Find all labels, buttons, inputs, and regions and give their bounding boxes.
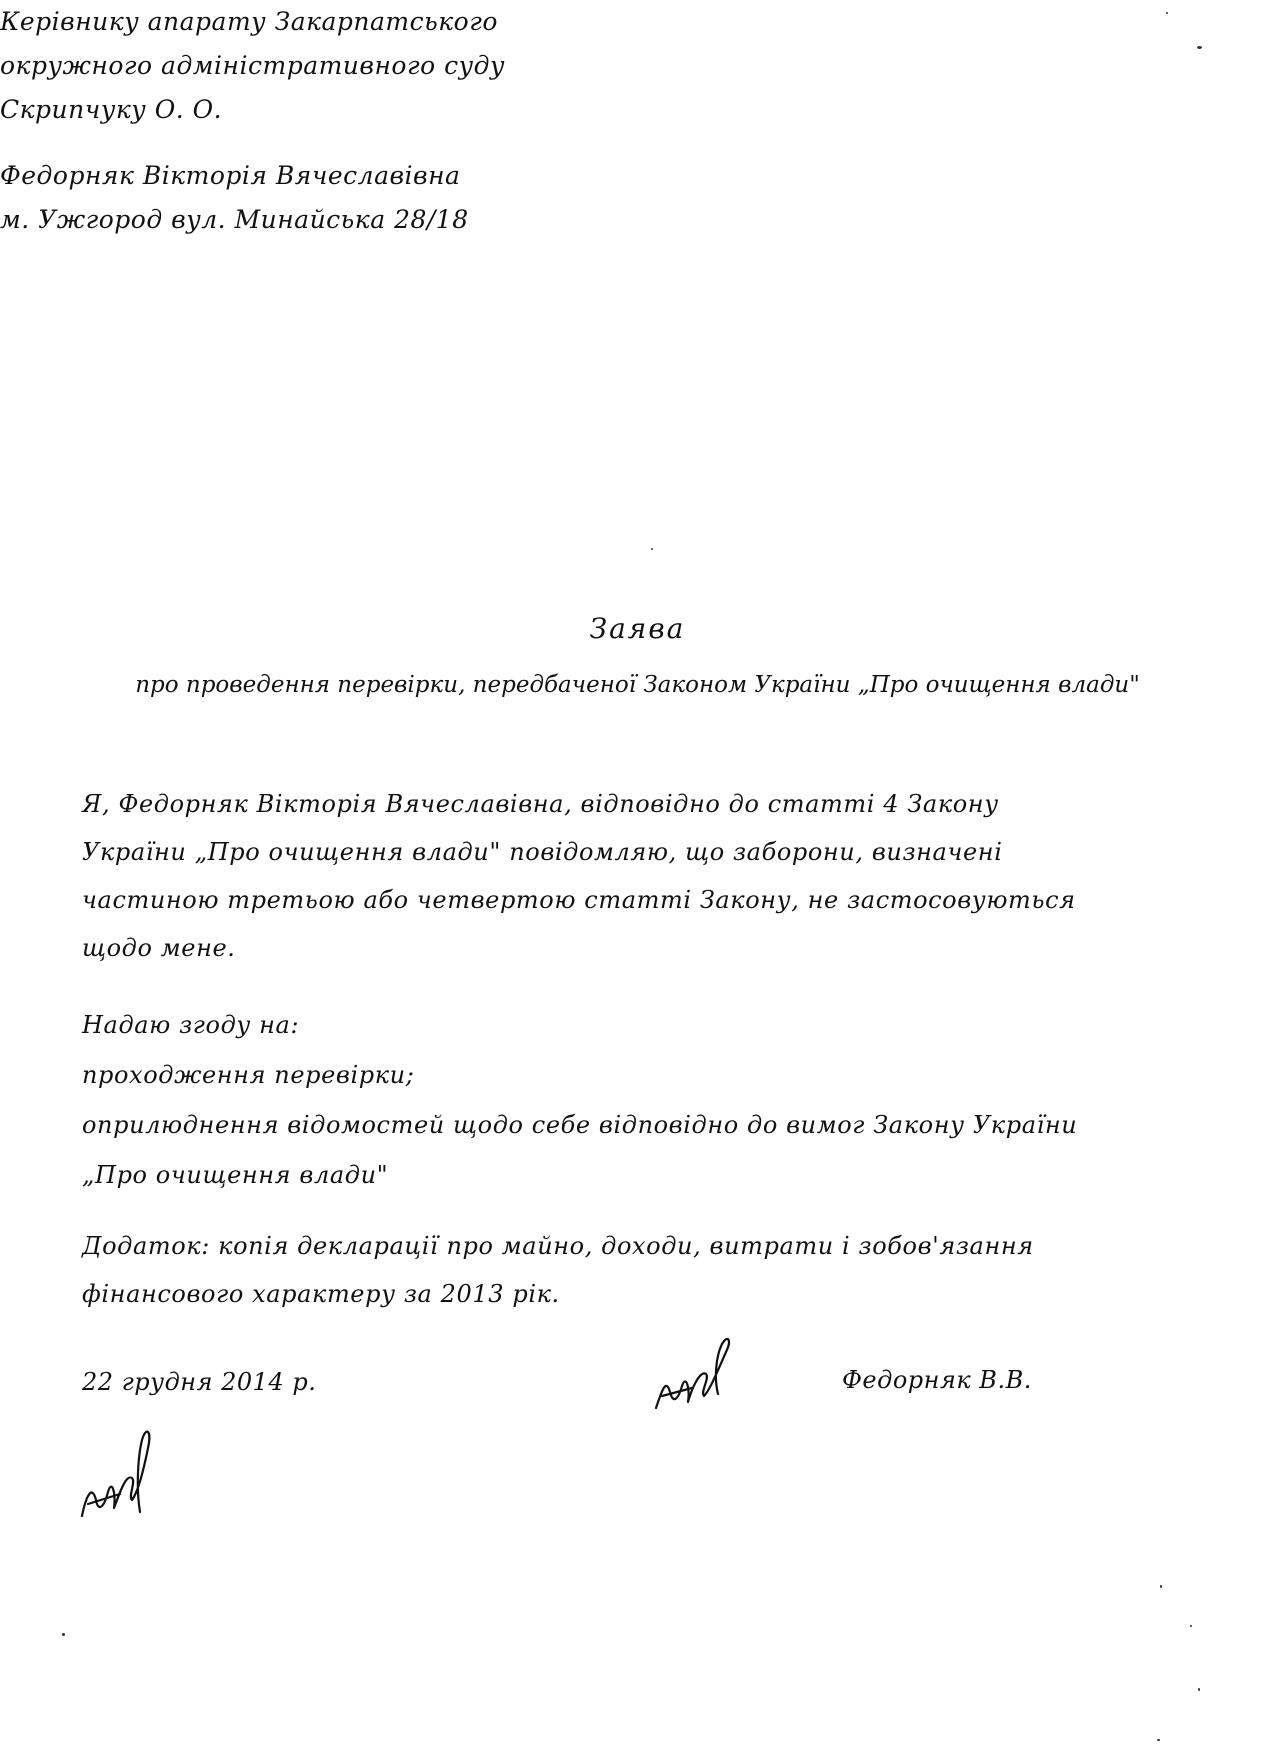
handwritten-signature-margin xyxy=(74,1408,160,1528)
signature-date: 22 грудня 2014 р. xyxy=(82,1368,317,1396)
scan-speck xyxy=(1160,1585,1162,1588)
consent-item: оприлюднення відомостей щодо себе відповідно до вимог Закону України xyxy=(82,1111,1078,1139)
consent-heading: Надаю згоду на: xyxy=(82,1011,300,1039)
statement-line: України „Про очищення влади" повідомляю, що заборони, визначені xyxy=(82,838,1003,866)
scan-speck xyxy=(1198,1688,1200,1691)
signer-name: Федорняк В.В. xyxy=(842,1366,1032,1394)
statement-line: щодо мене. xyxy=(82,934,236,962)
scan-speck xyxy=(651,548,653,550)
consent-item: „Про очищення влади" xyxy=(82,1161,389,1189)
attachment-block xyxy=(82,1222,1232,1318)
scan-speck xyxy=(1190,1625,1192,1627)
addressee-block xyxy=(0,0,560,242)
handwritten-signature xyxy=(648,1330,740,1420)
statement-line: Я, Федорняк Вікторія Вячеславівна, відповідно до статті 4 Закону xyxy=(82,790,999,818)
attachment-line: фінансового характеру за 2013 рік. xyxy=(82,1280,560,1308)
statement-line: частиною третьою або четвертою статті Закону, не застосовуються xyxy=(82,886,1076,914)
document-subtitle: про проведення перевірки, передбаченої Законом України „Про очищення влади" xyxy=(135,672,1140,698)
scan-speck xyxy=(1197,46,1202,49)
applicant-address: м. Ужгород вул. Минайська 28/18 xyxy=(0,205,469,234)
addressee-line-3: Скрипчуку О. О. xyxy=(0,95,223,124)
consent-item: проходження перевірки; xyxy=(82,1061,415,1089)
scan-speck xyxy=(1166,12,1168,14)
addressee-line-1: Керівнику апарату Закарпатського xyxy=(0,7,498,36)
applicant-name: Федорняк Вікторія Вячеславівна xyxy=(0,161,461,190)
statement-paragraph xyxy=(82,780,1232,972)
scan-speck xyxy=(62,1633,65,1636)
addressee-line-2: окружного адміністративного суду xyxy=(0,51,505,80)
consent-block xyxy=(82,1000,1232,1200)
scan-speck xyxy=(1157,1739,1160,1741)
document-title: Заява xyxy=(589,612,686,645)
attachment-line: Додаток: копія декларації про майно, доходи, витрати і зобов'язання xyxy=(82,1232,1034,1260)
